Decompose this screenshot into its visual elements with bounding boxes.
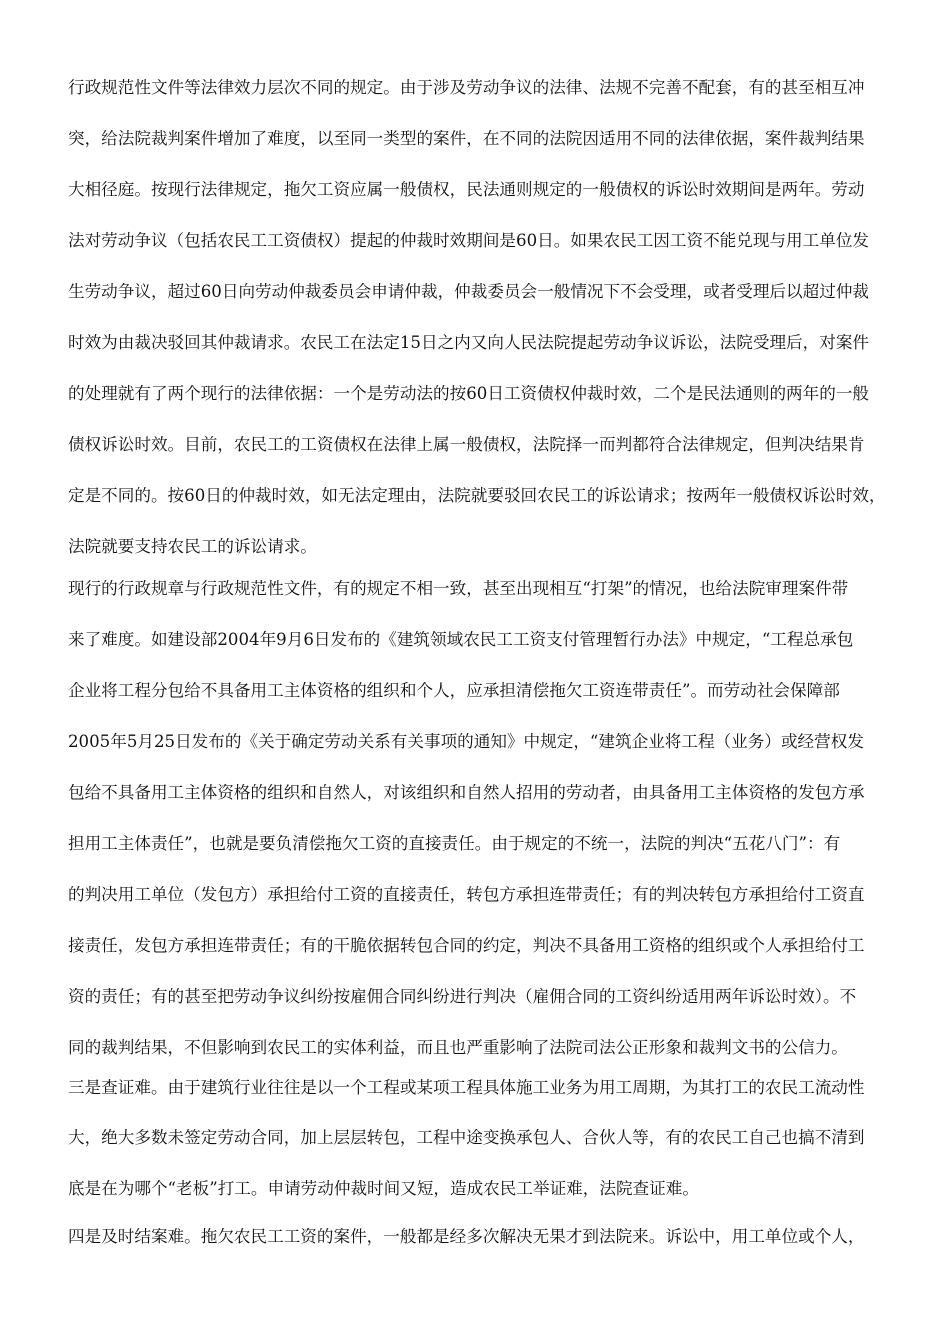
text-line: 底是在为哪个“老板”打工。申请劳动仲裁时间又短，造成农民工举证难，法院查证难。 <box>68 1179 699 1198</box>
text-line: 现行的行政规章与行政规范性文件，有的规定不相一致，甚至出现相互“打架”的情况，也给法院审理案件带 <box>68 579 849 598</box>
text-line: 法对劳动争议（包括农民工工资债权）提起的仲裁时效期间是60日。如果农民工因工资不能兑现与用工单位发 <box>68 231 870 250</box>
text-line: 大相径庭。按现行法律规定，拖欠工资应属一般债权，民法通则规定的一般债权的诉讼时效期间是两年。劳动 <box>68 180 865 199</box>
text-line: 的处理就有了两个现行的法律依据：一个是劳动法的按60日工资债权仲裁时效，二个是民法通则的两年的一般 <box>68 384 870 403</box>
text-line: 法院就要支持农民工的诉讼请求。 <box>68 537 317 556</box>
text-line: 2005年5月25日发布的《关于确定劳动关系有关事项的通知》中规定，“建筑企业将工程（业务）或经营权发 <box>68 732 864 751</box>
text-line: 接责任，发包方承担连带责任；有的干脆依据转包合同的约定，判决不具备用工资格的组织或个人承担给付工 <box>68 936 865 955</box>
text-line: 来了难度。如建设部2004年9月6日发布的《建筑领域农民工工资支付管理暂行办法》中规定，“工程总承包 <box>68 630 854 649</box>
text-line: 行政规范性文件等法律效力层次不同的规定。由于涉及劳动争议的法律、法规不完善不配套，有的甚至相互冲 <box>68 78 865 97</box>
text-line: 包给不具备用工主体资格的组织和自然人，对该组织和自然人招用的劳动者，由具备用工主体资格的发包方承 <box>68 783 865 802</box>
text-line: 时效为由裁决驳回其仲裁请求。农民工在法定15日之内又向人民法院提起劳动争议诉讼，法院受理后，对案件 <box>68 333 870 352</box>
text-line: 定是不同的。按60日的仲裁时效，如无法定理由，法院就要驳回农民工的诉讼请求；按两年一般债权诉讼时效， <box>68 486 886 505</box>
text-line: 突，给法院裁判案件增加了难度，以至同一类型的案件，在不同的法院因适用不同的法律依据，案件裁判结果 <box>68 129 865 148</box>
text-line: 担用工主体责任”，也就是要负清偿拖欠工资的直接责任。由于规定的不统一，法院的判决“五花八门”：有 <box>68 834 841 853</box>
text-line: 生劳动争议，超过60日向劳动仲裁委员会申请仲裁，仲裁委员会一般情况下不会受理，或者受理后以超过仲裁 <box>68 282 870 301</box>
text-line: 企业将工程分包给不具备用工主体资格的组织和个人，应承担清偿拖欠工资连带责任”。而劳动社会保障部 <box>68 681 840 700</box>
text-line: 大，绝大多数未签定劳动合同，加上层层转包，工程中途变换承包人、合伙人等，有的农民工自己也搞不清到 <box>68 1128 865 1147</box>
text-line: 的判决用工单位（发包方）承担给付工资的直接责任，转包方承担连带责任；有的判决转包方承担给付工资直 <box>68 885 865 904</box>
text-line: 三是查证难。由于建筑行业往往是以一个工程或某项工程具体施工业务为用工周期，为其打工的农民工流动性 <box>68 1078 865 1097</box>
text-line: 四是及时结案难。拖欠农民工工资的案件，一般都是经多次解决无果才到法院来。诉讼中，用工单位或个人， <box>68 1227 865 1246</box>
text-line: 债权诉讼时效。目前，农民工的工资债权在法律上属一般债权，法院择一而判都符合法律规定，但判决结果肯 <box>68 435 865 454</box>
text-line: 同的裁判结果，不但影响到农民工的实体利益，而且也严重影响了法院司法公正形象和裁判文书的公信力。 <box>68 1038 848 1057</box>
text-line: 资的责任；有的甚至把劳动争议纠纷按雇佣合同纠纷进行判决（雇佣合同的工资纠纷适用两年诉讼时效）。不 <box>68 987 857 1006</box>
